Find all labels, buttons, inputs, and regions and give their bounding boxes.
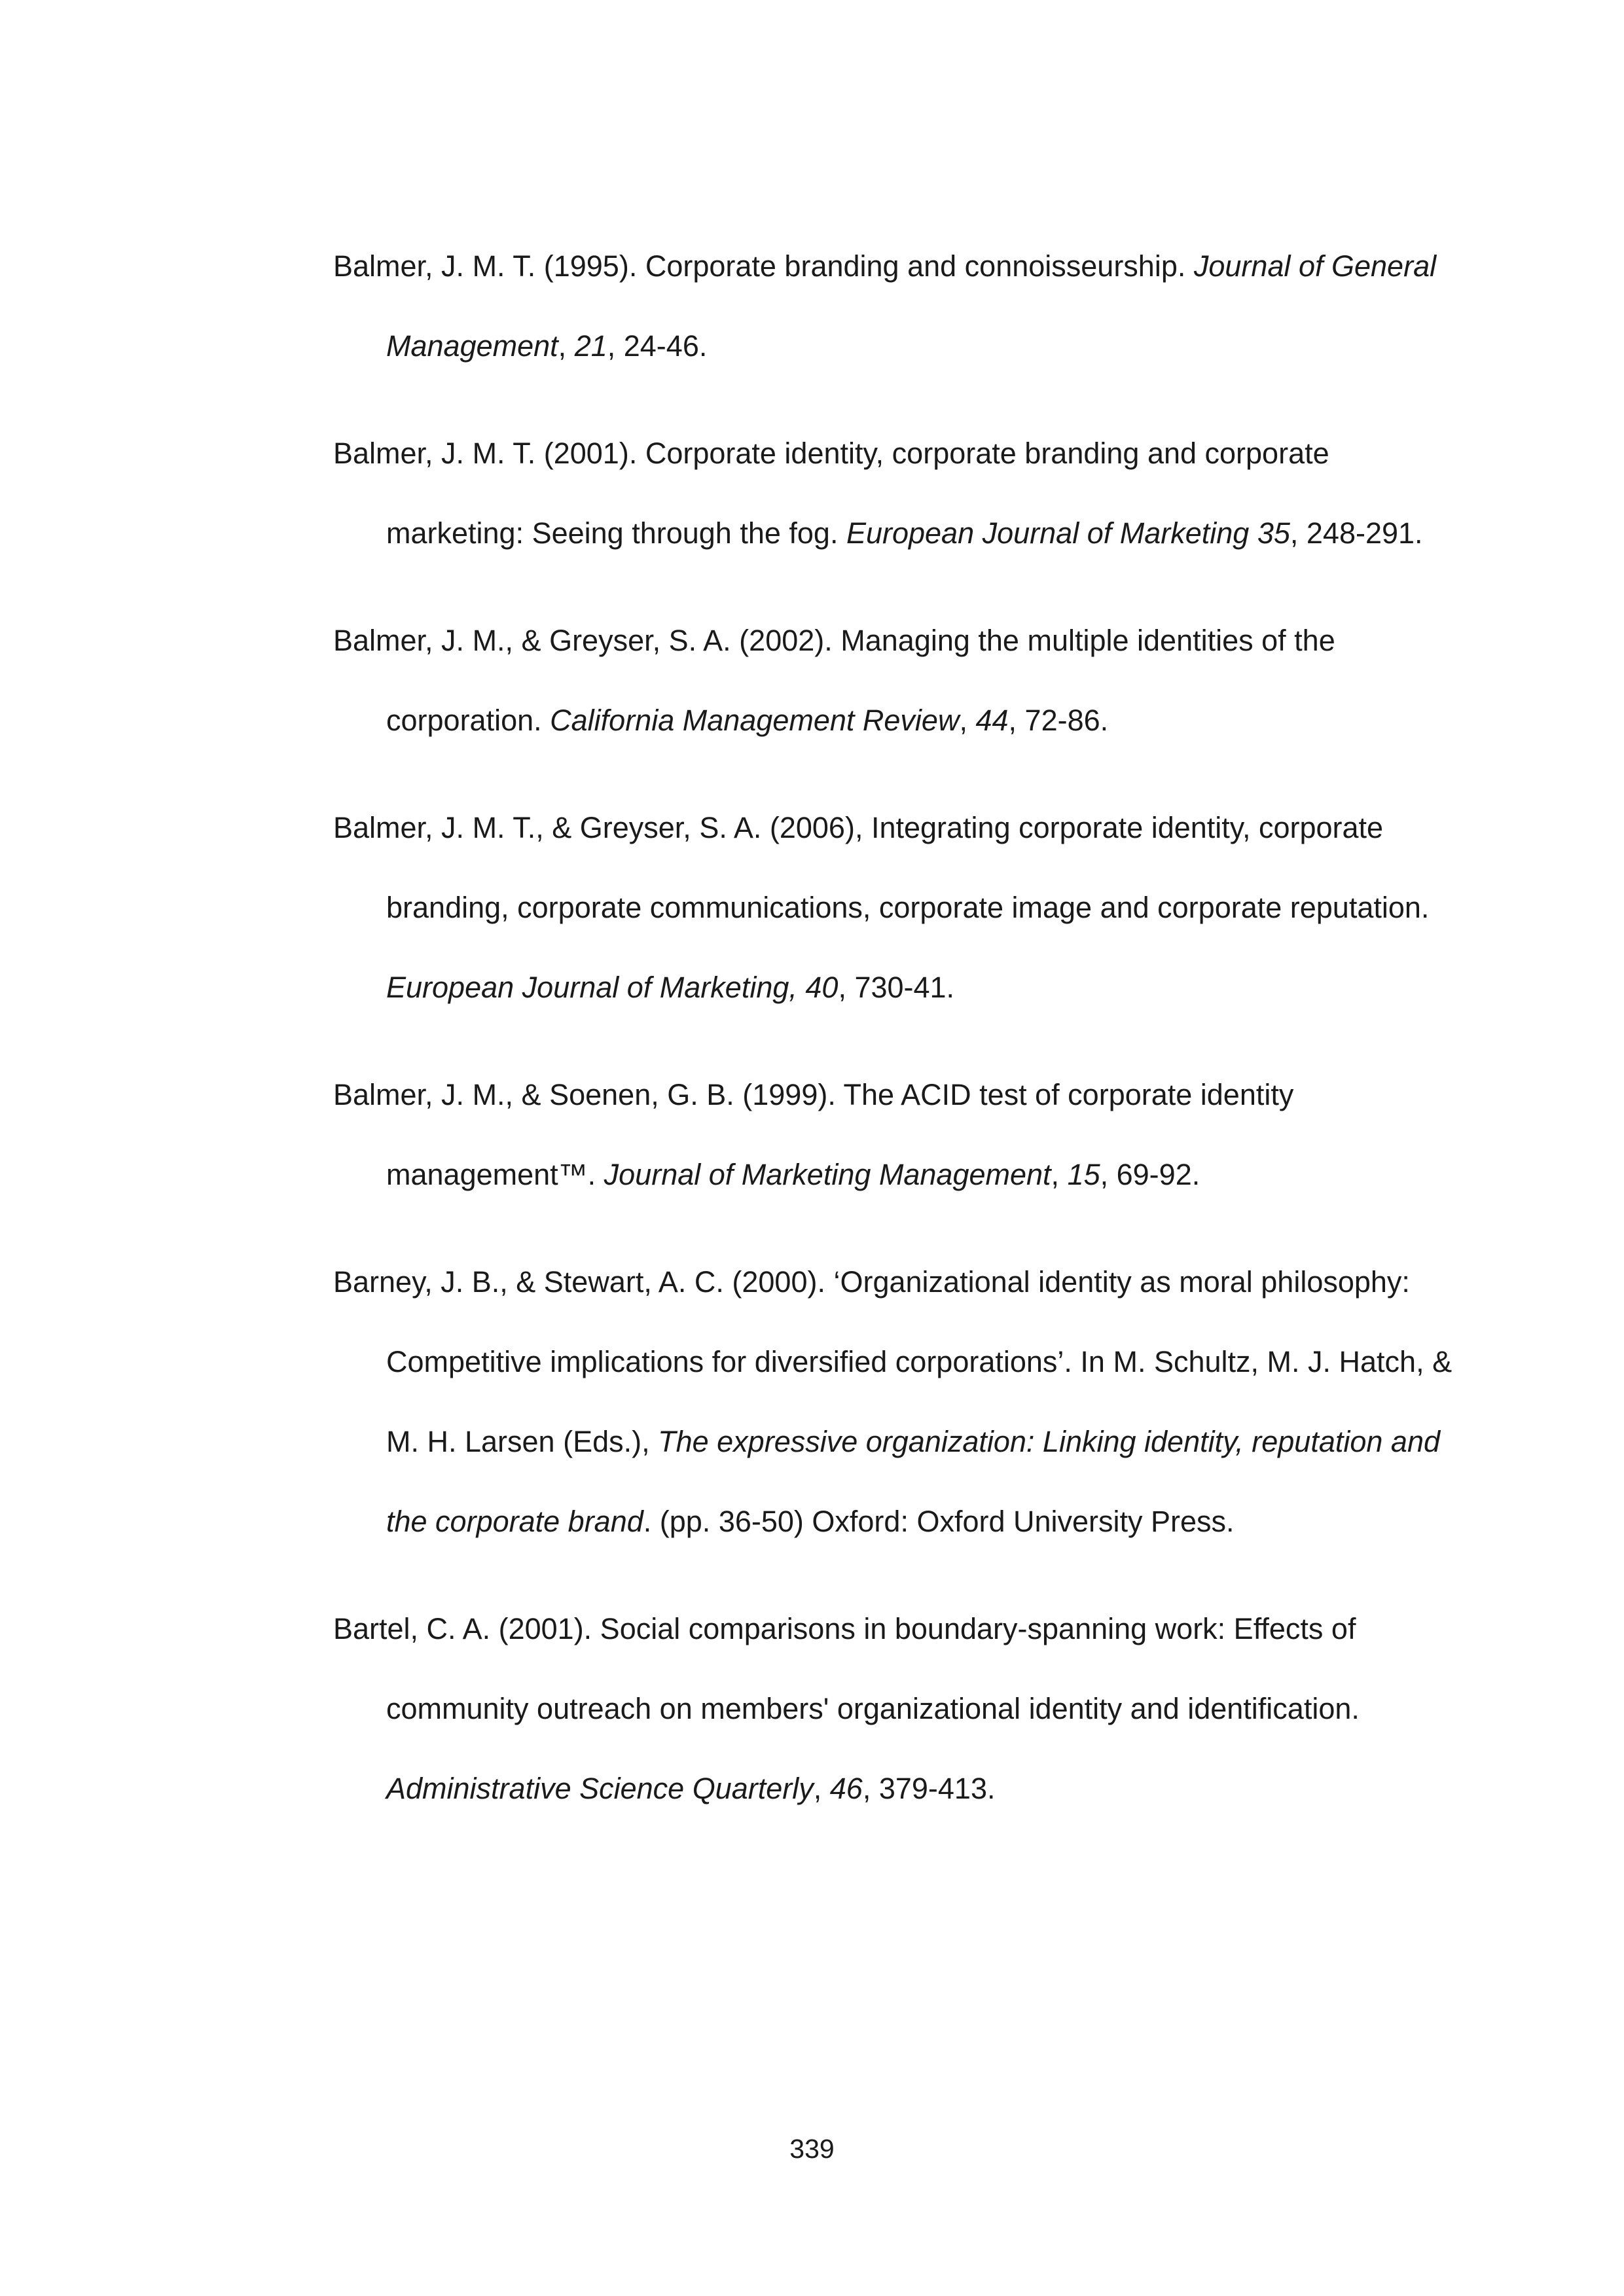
ref-text: Balmer, J. M. T. (1995). Corporate branding and connoisseurship. bbox=[333, 249, 1194, 283]
ref-separator: , bbox=[959, 704, 976, 737]
ref-pages: , 730-41. bbox=[838, 971, 955, 1004]
reference-entry bbox=[333, 226, 1459, 386]
ref-text: Balmer, J. M. T. (2001). Corporate identity, corporate branding and corporate marketing: Seeing through the fog. bbox=[333, 437, 1329, 550]
reference-entry bbox=[333, 1055, 1459, 1215]
journal-title: Journal of General Management bbox=[386, 249, 1437, 363]
volume-number: 46 bbox=[829, 1772, 863, 1805]
reference-entry bbox=[333, 1589, 1459, 1829]
reference-entry bbox=[333, 414, 1459, 573]
volume-number: 21 bbox=[574, 329, 607, 363]
reference-entry bbox=[333, 788, 1459, 1028]
reference-list bbox=[333, 226, 1459, 1856]
ref-separator: , bbox=[1051, 1158, 1068, 1191]
book-title: The expressive organization: Linking identity, reputation and the corporate brand bbox=[386, 1425, 1441, 1538]
ref-pages: . (pp. 36-50) Oxford: Oxford University Press. bbox=[643, 1505, 1235, 1538]
reference-entry bbox=[333, 1242, 1459, 1562]
ref-pages: , 72-86. bbox=[1008, 704, 1109, 737]
journal-title: Journal of Marketing Management bbox=[604, 1158, 1051, 1191]
reference-entry bbox=[333, 601, 1459, 761]
journal-title: Administrative Science Quarterly bbox=[386, 1772, 814, 1805]
ref-text: Balmer, J. M., & Greyser, S. A. (2002). Managing the multiple identities of the corporation. bbox=[333, 624, 1335, 737]
volume-number: 15 bbox=[1067, 1158, 1100, 1191]
ref-separator: , bbox=[558, 329, 575, 363]
ref-text: Barney, J. B., & Stewart, A. C. (2000). ‘Organizational identity as moral philosophy: Competitive implications for diversified corporations’. In M. Schultz, M. J. Hatch, & M. H. Larsen (Eds.), bbox=[333, 1265, 1453, 1458]
ref-separator: , bbox=[813, 1772, 830, 1805]
ref-pages: , 379-413. bbox=[862, 1772, 996, 1805]
ref-text: Balmer, J. M., & Soenen, G. B. (1999). The ACID test of corporate identity management™. bbox=[333, 1078, 1294, 1191]
journal-title: California Management Review bbox=[550, 704, 960, 737]
ref-text: Bartel, C. A. (2001). Social comparisons in boundary-spanning work: Effects of community outreach on members' organizational identity and identification. bbox=[333, 1612, 1360, 1725]
journal-title: European Journal of Marketing, 40 bbox=[386, 971, 839, 1004]
page-number: 339 bbox=[789, 2134, 835, 2164]
ref-pages: , 24-46. bbox=[607, 329, 708, 363]
journal-title: European Journal of Marketing 35 bbox=[846, 516, 1290, 550]
ref-pages: , 69-92. bbox=[1100, 1158, 1200, 1191]
ref-text: Balmer, J. M. T., & Greyser, S. A. (2006), Integrating corporate identity, corporate branding, corporate communications, corporate image and corporate reputation. bbox=[333, 811, 1430, 924]
ref-pages: , 248-291. bbox=[1290, 516, 1423, 550]
volume-number: 44 bbox=[975, 704, 1009, 737]
